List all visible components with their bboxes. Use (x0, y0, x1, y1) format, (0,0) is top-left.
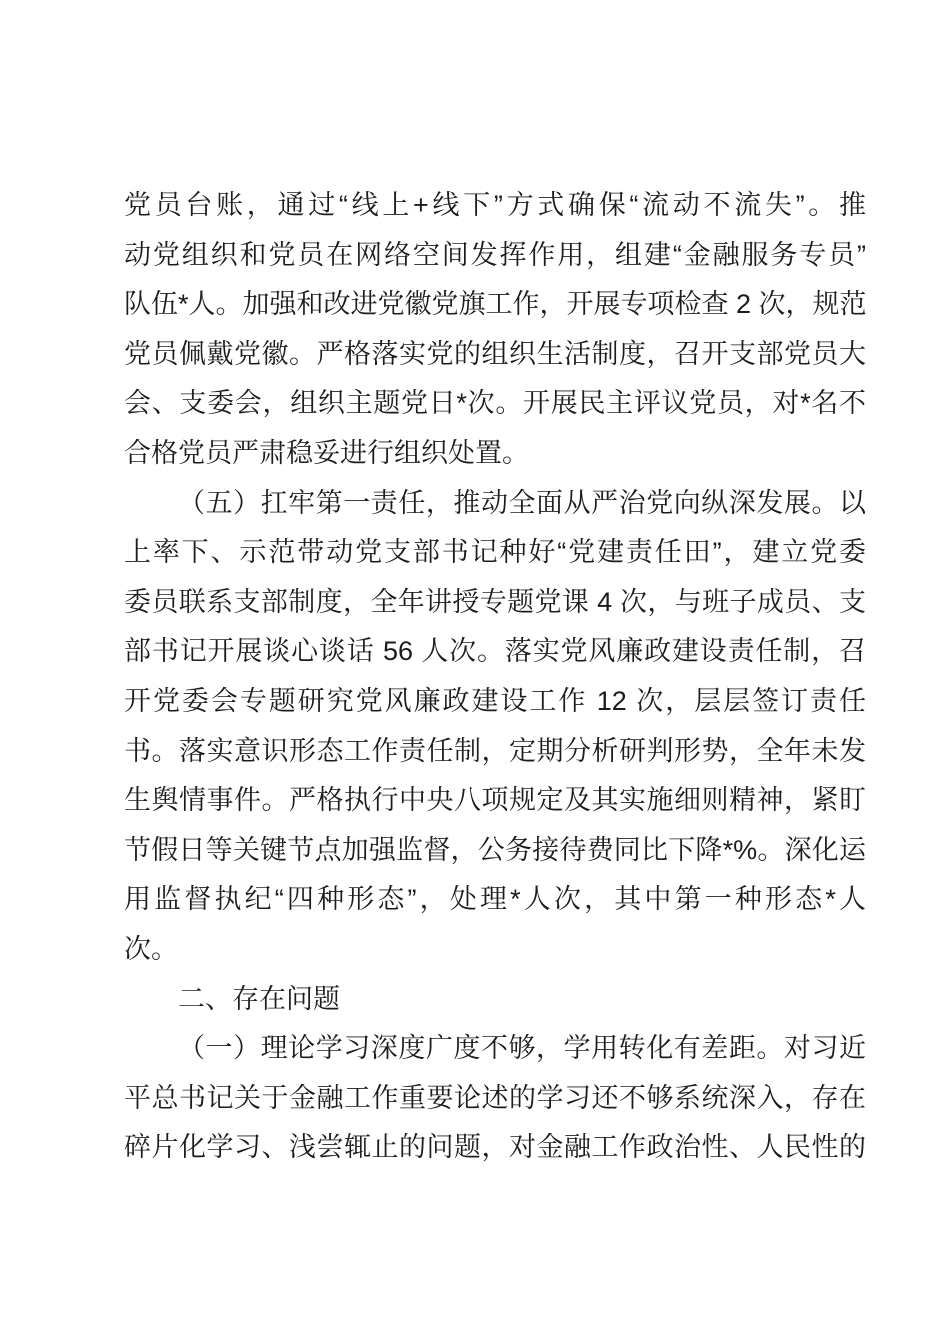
text-line: 队伍*人。加强和改进党徽党旗工作，开展专项检查 2 次，规范 (124, 289, 867, 320)
paragraph-section-2-item-1 (124, 1024, 866, 1173)
text-line: 开党委会专题研究党风廉政建设工作 12 次，层层签订责任 (124, 685, 866, 716)
text-line: 生舆情事件。严格执行中央八项规定及其实施细则精神，紧盯 (124, 785, 866, 816)
text-line: 节假日等关键节点加强监督，公务接待费同比下降*%。深化运 (124, 834, 866, 865)
text-line: 委员联系支部制度，全年讲授专题党课 4 次，与班子成员、支 (124, 586, 866, 617)
text-line: 党员台账，通过“线上+线下”方式确保“流动不流失”。推 (124, 190, 866, 220)
text-line: （五）扛牢第一责任，推动全面从严治党向纵深发展。以 (178, 487, 866, 518)
paragraph-section-1-item-5 (124, 479, 866, 975)
paragraph-party-member-ledger (124, 181, 866, 479)
heading-section-2-problems (124, 975, 866, 1025)
text-line: 合格党员严肃稳妥进行组织处置。 (124, 437, 529, 468)
text-line: 会、支委会，组织主题党日*次。开展民主评议党员，对*名不 (124, 388, 866, 419)
text-line: 次。 (124, 933, 178, 964)
text-line: 上率下、示范带动党支部书记种好“党建责任田”，建立党委 (124, 537, 866, 568)
text-line: 书。落实意识形态工作责任制，定期分析研判形势，全年未发 (124, 735, 866, 766)
text-line: 平总书记关于金融工作重要论述的学习还不够系统深入，存在 (124, 1082, 866, 1113)
text-line: 用监督执纪“四种形态”，处理*人次，其中第一种形态*人 (124, 884, 866, 915)
heading-line: 二、存在问题 (178, 983, 340, 1014)
text-line: （一）理论学习深度广度不够，学用转化有差距。对习近 (178, 1033, 866, 1064)
document-text-body (124, 181, 866, 1173)
text-line: 党员佩戴党徽。严格落实党的组织生活制度，召开支部党员大 (124, 338, 866, 369)
text-line: 碎片化学习、浅尝辄止的问题，对金融工作政治性、人民性的 (124, 1132, 866, 1163)
text-line: 动党组织和党员在网络空间发挥作用，组建“金融服务专员” (124, 239, 866, 270)
text-line: 部书记开展谈心谈话 56 人次。落实党风廉政建设责任制，召 (124, 636, 866, 667)
